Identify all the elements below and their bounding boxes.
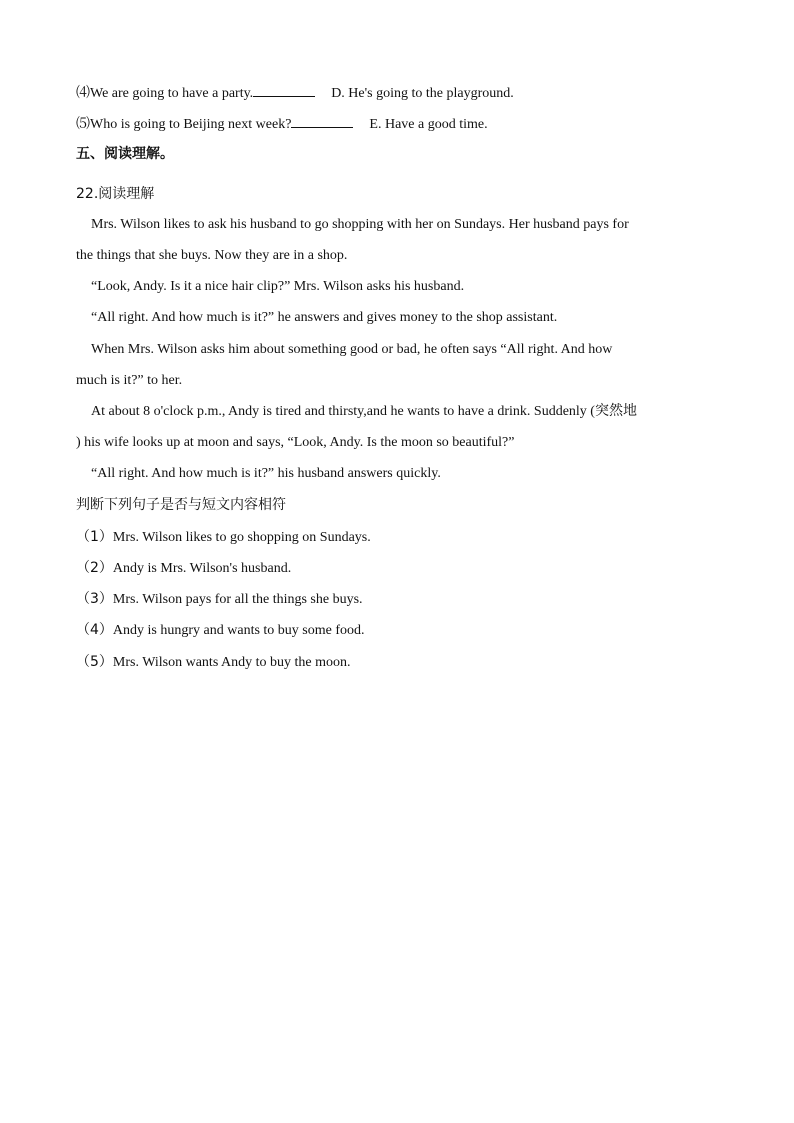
- question-number: ⑷: [76, 85, 90, 101]
- passage-line: “All right. And how much is it?” he answers and gives money to the shop assistant.: [91, 310, 558, 325]
- statement-item: [76, 558, 726, 579]
- statement-text: Andy is Mrs. Wilson's husband.: [112, 561, 292, 576]
- passage-line: the things that she buys. Now they are in a shop.: [76, 248, 348, 263]
- statement-text: Andy is hungry and wants to buy some food.: [112, 623, 365, 638]
- statement-text: Mrs. Wilson pays for all the things she buys.: [112, 592, 363, 607]
- answer-blank[interactable]: [291, 113, 353, 128]
- reading-title: 22.阅读理解: [76, 186, 155, 202]
- statement-text: Mrs. Wilson likes to go shopping on Sundays.: [112, 530, 371, 545]
- passage-line: When Mrs. Wilson asks him about something good or bad, he often says “All right. And how: [91, 342, 613, 357]
- option-text: E. Have a good time.: [369, 117, 488, 132]
- statement-text: Mrs. Wilson wants Andy to buy the moon.: [112, 655, 351, 670]
- passage-line: “All right. And how much is it?” his husband answers quickly.: [91, 466, 441, 481]
- statement-number: （5）: [76, 654, 113, 670]
- statement-number: （2）: [76, 560, 113, 576]
- answer-blank[interactable]: [253, 82, 315, 97]
- statement-number: （4）: [76, 622, 113, 638]
- question-text: We are going to have a party.: [90, 86, 254, 101]
- passage-line: ) his wife looks up at moon and says, “Look, Andy. Is the moon so beautiful?”: [76, 435, 515, 450]
- section-heading: 五、阅读理解。: [76, 146, 174, 162]
- statement-item: [76, 620, 726, 641]
- statement-item: [76, 652, 726, 673]
- statement-item: [76, 589, 726, 610]
- matching-question-4: [76, 82, 726, 104]
- matching-question-5: [76, 113, 726, 135]
- question-text: Who is going to Beijing next week?: [90, 117, 292, 132]
- option-text: D. He's going to the playground.: [331, 86, 514, 101]
- passage-line: At about 8 o'clock p.m., Andy is tired and thirsty,and he wants to have a drink. Suddenly (突然地: [91, 404, 637, 419]
- instruction-text: 判断下列句子是否与短文内容相符: [76, 497, 286, 513]
- statement-number: （1）: [76, 529, 113, 545]
- passage-line: much is it?” to her.: [76, 373, 183, 388]
- question-number: ⑸: [76, 116, 90, 132]
- passage-line: Mrs. Wilson likes to ask his husband to go shopping with her on Sundays. Her husband pays for: [91, 217, 629, 232]
- statement-item: [76, 527, 726, 548]
- statement-number: （3）: [76, 591, 113, 607]
- passage-line: “Look, Andy. Is it a nice hair clip?” Mrs. Wilson asks his husband.: [91, 279, 465, 294]
